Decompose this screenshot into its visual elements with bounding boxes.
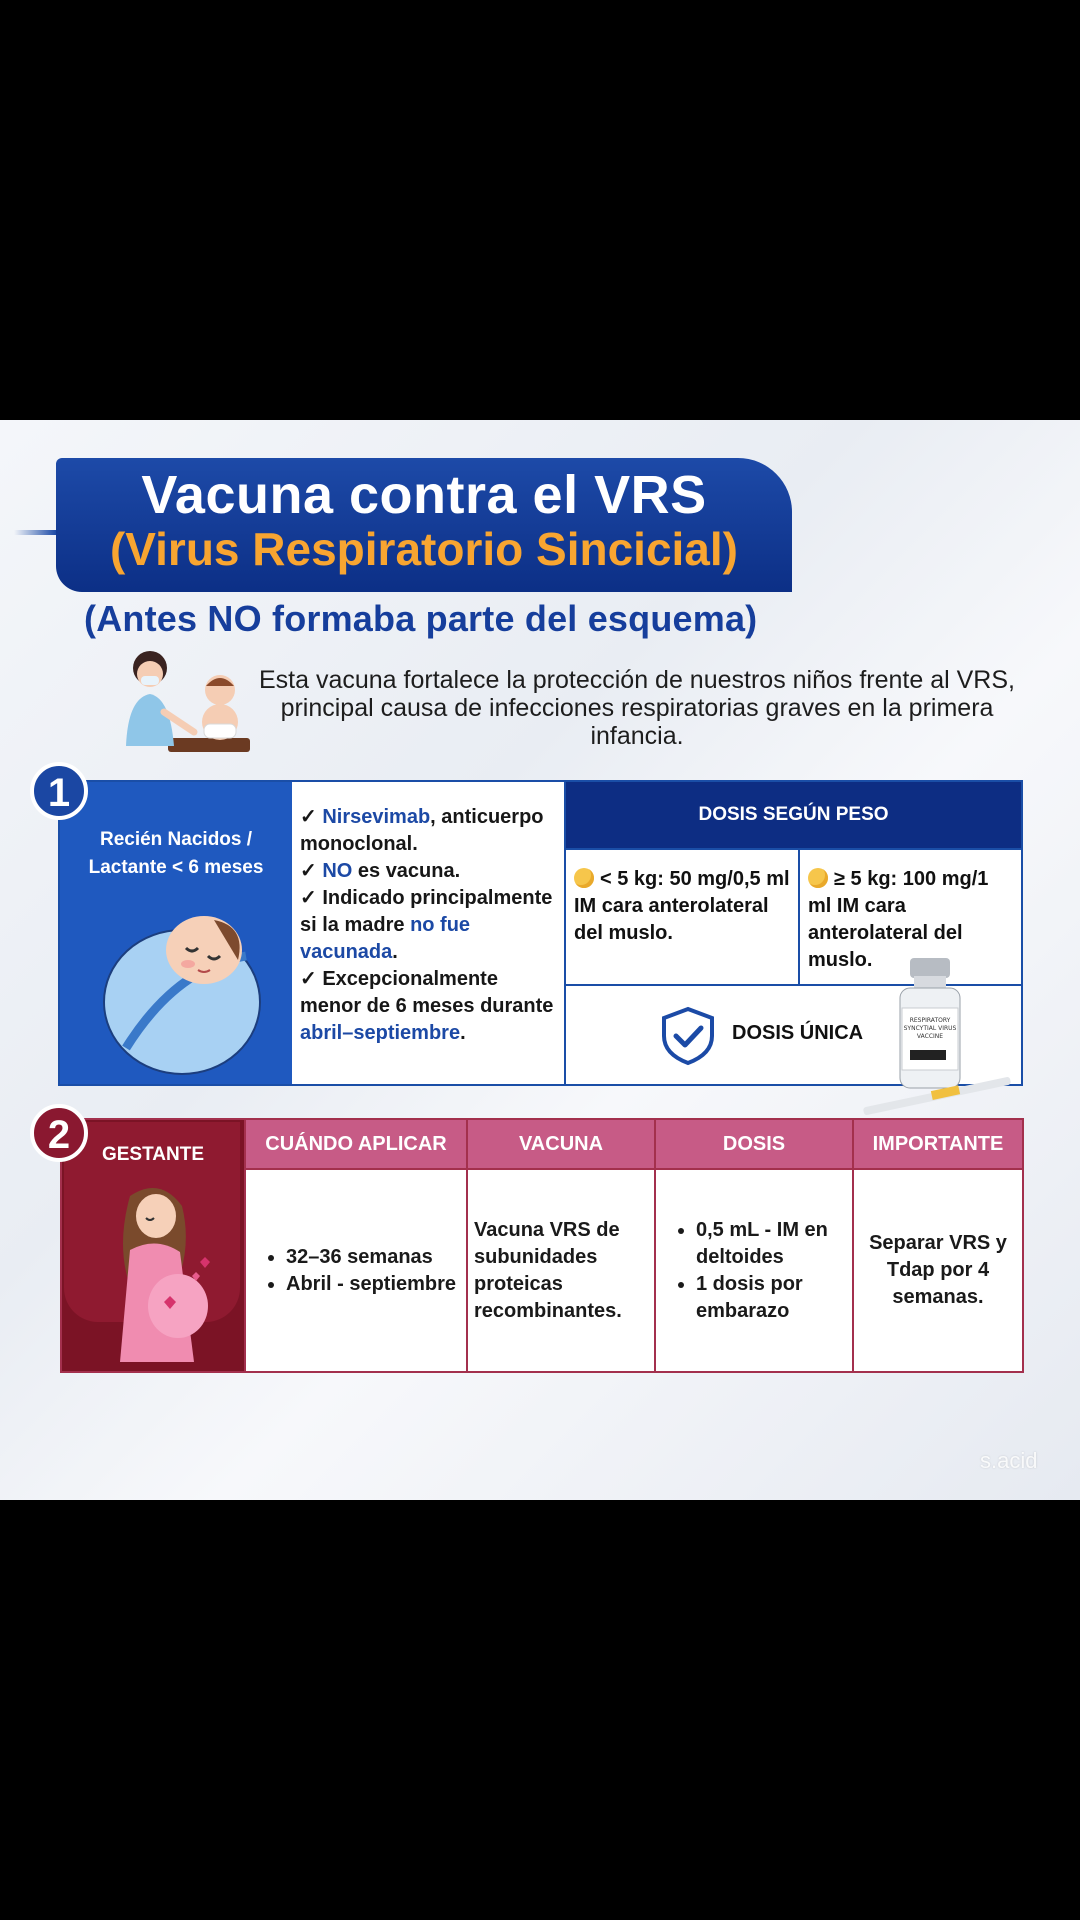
info-text: .	[460, 1022, 466, 1044]
section-number-badge: 2	[30, 1104, 88, 1162]
header-vaccine: VACUNA	[466, 1120, 654, 1168]
vial-label-text: VACCINE	[916, 1033, 944, 1040]
header-important: IMPORTANTE	[852, 1120, 1022, 1168]
vaccine-vial-syringe-image	[852, 950, 1032, 1120]
intro-text: Esta vacuna fortalece la protección de nuestros niños frente al VRS, principal causa de infecciones respiratorias graves en la primera infancia.	[259, 666, 1015, 750]
cell-important	[852, 1168, 1022, 1371]
cell-when	[244, 1168, 466, 1371]
sleeping-baby-illustration	[86, 898, 286, 1078]
cell-content	[246, 1170, 466, 1371]
vial-label-text: RESPIRATORY	[909, 1017, 951, 1024]
header-dose: DOSIS	[654, 1120, 852, 1168]
check-mark: ✓	[300, 860, 323, 882]
highlight-text: Nirsevimab	[322, 806, 431, 828]
cell-content	[854, 1170, 1022, 1371]
pregnant-label: GESTANTE	[101, 1144, 205, 1165]
header-when: CUÁNDO APLICAR	[244, 1120, 466, 1168]
info-text: ✓ Excepcionalmente menor de 6 meses durante	[300, 968, 554, 1017]
vaccine-text: Vacuna VRS de subunidades proteicas recombinantes.	[474, 1218, 622, 1322]
single-dose-label: DOSIS ÚNICA	[732, 1022, 864, 1044]
list-item: • 32–36 semanas	[286, 1244, 456, 1271]
info-text: es vacuna.	[352, 860, 461, 882]
list-item: • Abril - septiembre	[286, 1271, 456, 1298]
list-item: • 0,5 mL - IM en deltoides	[696, 1217, 852, 1271]
cell-vaccine	[466, 1168, 654, 1371]
newborn-label	[60, 826, 292, 882]
highlight-text: no fue vacunada	[300, 914, 471, 963]
shield-check-icon	[660, 1006, 716, 1066]
vial-label-text: SYNCYTIAL VIRUS	[903, 1025, 957, 1032]
baby-face-icon	[574, 868, 594, 888]
title-banner	[56, 458, 792, 592]
dose-over-5kg-text: ≥ 5 kg: 100 mg/1 ml IM cara anterolateral del muslo.	[808, 868, 989, 971]
highlight-text: NO	[322, 860, 353, 882]
baby-face-icon	[808, 868, 828, 888]
title-line2: (Virus Respiratorio Sincicial)	[109, 523, 738, 575]
subtitle: (Antes NO formaba parte del esquema)	[84, 598, 758, 639]
info-item	[300, 885, 562, 966]
accent-line	[14, 530, 56, 535]
newborn-label-panel	[60, 782, 292, 1084]
title-line1: Vacuna contra el VRS	[141, 465, 707, 525]
infographic-panel	[0, 420, 1080, 1500]
info-text: , anticuerpo monoclonal.	[300, 806, 544, 855]
info-item	[300, 804, 562, 858]
pregnant-woman-illustration	[90, 1176, 220, 1366]
dose-list	[656, 1217, 852, 1325]
highlight-text: abril–septiembre	[300, 1022, 461, 1044]
section-number-badge: 1	[30, 762, 88, 820]
newborn-label-line2: Lactante < 6 meses	[88, 857, 264, 878]
nirsevimab-info	[300, 804, 562, 1047]
cell-content	[468, 1170, 654, 1371]
important-text: Separar VRS y Tdap por 4 semanas.	[869, 1232, 1007, 1308]
cell-content	[656, 1170, 852, 1371]
info-item	[300, 858, 562, 885]
dose-under-5kg	[566, 850, 798, 984]
list-item: • 1 dosis por embarazo	[696, 1271, 852, 1325]
when-list	[246, 1244, 456, 1298]
check-mark: ✓	[300, 806, 323, 828]
dose-under-5kg-text: < 5 kg: 50 mg/0,5 ml IM cara anterolateral del muslo.	[574, 868, 790, 944]
info-item	[300, 966, 562, 1047]
cell-dose	[654, 1168, 852, 1371]
dose-by-weight-header: DOSIS SEGÚN PESO	[566, 782, 1021, 848]
watermark: s.acid	[980, 1448, 1038, 1473]
newborn-label-line1: Recién Nacidos /	[99, 829, 253, 850]
nurse-with-baby-illustration	[108, 646, 258, 766]
pregnant-section	[60, 1118, 1024, 1373]
pregnant-label-panel	[62, 1120, 244, 1371]
info-text: ✓ Indicado principalmente si la madre	[300, 887, 553, 936]
info-text: .	[392, 941, 398, 963]
